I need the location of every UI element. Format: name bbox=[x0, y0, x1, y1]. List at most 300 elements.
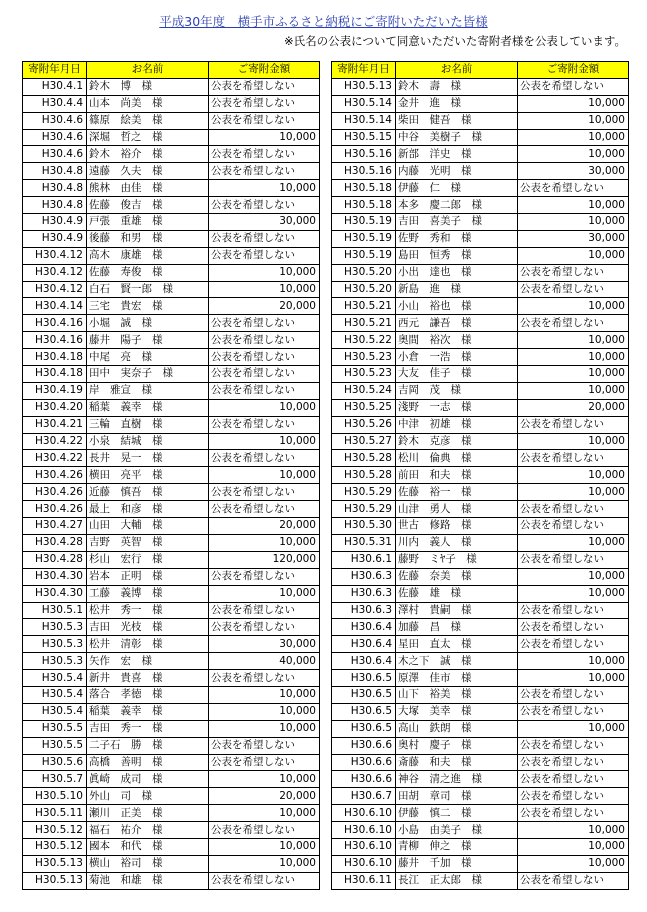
donation-date-cell: H30.5.13 bbox=[332, 78, 396, 95]
donation-date-cell: H30.5.5 bbox=[23, 737, 87, 754]
donation-date-cell: H30.4.28 bbox=[23, 534, 87, 551]
table-row bbox=[332, 180, 629, 197]
donor-name-cell: 横田 亮平 様 bbox=[87, 467, 209, 484]
table-row bbox=[332, 315, 629, 332]
donor-name-cell: 山本 尚美 様 bbox=[87, 95, 209, 112]
donation-amount-cell: 公表を希望しない bbox=[209, 484, 320, 501]
donation-date-cell: H30.4.21 bbox=[23, 416, 87, 433]
table-row bbox=[23, 703, 320, 720]
table-row bbox=[23, 315, 320, 332]
table-row bbox=[332, 163, 629, 180]
page-title: 平成30年度 横手市ふるさと納税にご寄附いただいた皆様 bbox=[159, 14, 488, 29]
table-row bbox=[332, 95, 629, 112]
donor-name-cell: 佐藤 奈美 様 bbox=[396, 568, 518, 585]
donation-date-cell: H30.5.18 bbox=[332, 180, 396, 197]
donation-date-cell: H30.5.16 bbox=[332, 146, 396, 163]
donation-amount-cell: 10,000 bbox=[518, 298, 629, 315]
table-row bbox=[332, 703, 629, 720]
table-row bbox=[332, 551, 629, 568]
donor-name-cell: 佐野 秀和 様 bbox=[396, 230, 518, 247]
table-row bbox=[23, 653, 320, 670]
donation-amount-cell: 公表を希望しない bbox=[518, 518, 629, 535]
donation-date-cell: H30.5.1 bbox=[23, 602, 87, 619]
donation-amount-cell: 公表を希望しない bbox=[209, 382, 320, 399]
table-row bbox=[332, 602, 629, 619]
donation-date-cell: H30.5.19 bbox=[332, 247, 396, 264]
donor-name-cell: 淺野 一志 様 bbox=[396, 399, 518, 416]
donation-amount-cell: 公表を希望しない bbox=[209, 670, 320, 687]
table-row bbox=[23, 399, 320, 416]
table-row bbox=[23, 568, 320, 585]
table-row bbox=[332, 720, 629, 737]
donation-date-cell: H30.6.7 bbox=[332, 788, 396, 805]
donation-amount-cell: 10,000 bbox=[518, 366, 629, 383]
donor-name-cell: 世古 修路 様 bbox=[396, 518, 518, 535]
donation-amount-cell: 公表を希望しない bbox=[209, 822, 320, 839]
donation-date-cell: H30.5.4 bbox=[23, 686, 87, 703]
donation-date-cell: H30.5.21 bbox=[332, 298, 396, 315]
table-row bbox=[23, 349, 320, 366]
table-row bbox=[332, 366, 629, 383]
table-row bbox=[23, 838, 320, 855]
donation-date-cell: H30.4.12 bbox=[23, 281, 87, 298]
donation-date-cell: H30.5.20 bbox=[332, 264, 396, 281]
donation-amount-cell: 10,000 bbox=[518, 467, 629, 484]
table-row bbox=[332, 568, 629, 585]
table-row bbox=[23, 518, 320, 535]
donor-name-cell: 新部 洋史 様 bbox=[396, 146, 518, 163]
donation-date-cell: H30.6.11 bbox=[332, 872, 396, 889]
donor-name-cell: 外山 司 様 bbox=[87, 788, 209, 805]
table-row bbox=[332, 298, 629, 315]
table-row bbox=[332, 281, 629, 298]
donor-name-cell: 伊藤 仁 様 bbox=[396, 180, 518, 197]
table-row bbox=[332, 214, 629, 231]
donor-name-cell: 小倉 一浩 様 bbox=[396, 349, 518, 366]
table-row bbox=[332, 534, 629, 551]
donor-table-left bbox=[22, 61, 320, 890]
donation-amount-cell: 公表を希望しない bbox=[518, 805, 629, 822]
table-row bbox=[23, 264, 320, 281]
donor-name-cell: 山田 大輔 様 bbox=[87, 518, 209, 535]
donor-name-cell: 佐藤 俊吉 様 bbox=[87, 197, 209, 214]
donor-name-cell: 岸 雅宣 様 bbox=[87, 382, 209, 399]
table-row bbox=[23, 636, 320, 653]
table-header-row bbox=[332, 62, 629, 79]
donor-name-cell: 瀬川 正美 様 bbox=[87, 805, 209, 822]
table-row bbox=[23, 754, 320, 771]
donation-amount-cell: 公表を希望しない bbox=[209, 366, 320, 383]
donation-date-cell: H30.4.14 bbox=[23, 298, 87, 315]
donation-amount-cell: 10,000 bbox=[518, 349, 629, 366]
donation-date-cell: H30.6.4 bbox=[332, 619, 396, 636]
table-row bbox=[332, 670, 629, 687]
donation-date-cell: H30.5.29 bbox=[332, 484, 396, 501]
donation-date-cell: H30.4.20 bbox=[23, 399, 87, 416]
donation-amount-cell: 公表を希望しない bbox=[518, 703, 629, 720]
donor-name-cell: 佐藤 裕一 様 bbox=[396, 484, 518, 501]
donor-name-cell: 鈴木 壽 様 bbox=[396, 78, 518, 95]
donor-name-cell: 遠藤 久夫 様 bbox=[87, 163, 209, 180]
table-row bbox=[332, 501, 629, 518]
table-row bbox=[332, 247, 629, 264]
donation-amount-cell: 10,000 bbox=[518, 95, 629, 112]
donation-amount-cell: 10,000 bbox=[518, 146, 629, 163]
donation-date-cell: H30.5.3 bbox=[23, 636, 87, 653]
table-row bbox=[23, 855, 320, 872]
donation-amount-cell: 10,000 bbox=[209, 703, 320, 720]
donation-date-cell: H30.5.20 bbox=[332, 281, 396, 298]
donor-name-cell: 福石 祐介 様 bbox=[87, 822, 209, 839]
donation-amount-cell: 公表を希望しない bbox=[209, 416, 320, 433]
donation-date-cell: H30.4.16 bbox=[23, 315, 87, 332]
donor-name-cell: 三輪 直樹 様 bbox=[87, 416, 209, 433]
donation-amount-cell: 公表を希望しない bbox=[209, 247, 320, 264]
donor-name-cell: 白石 賢一郎 様 bbox=[87, 281, 209, 298]
donation-amount-cell: 公表を希望しない bbox=[518, 602, 629, 619]
donation-date-cell: H30.5.10 bbox=[23, 788, 87, 805]
donation-amount-cell: 公表を希望しない bbox=[209, 78, 320, 95]
donor-name-cell: 篠原 絵美 様 bbox=[87, 112, 209, 129]
donor-name-cell: 田中 実奈子 様 bbox=[87, 366, 209, 383]
table-row bbox=[332, 872, 629, 889]
donor-name-cell: 三宅 貴宏 様 bbox=[87, 298, 209, 315]
donation-amount-cell: 公表を希望しない bbox=[518, 551, 629, 568]
donor-name-cell: 中尾 亮 様 bbox=[87, 349, 209, 366]
donor-name-cell: 吉田 秀一 様 bbox=[87, 720, 209, 737]
table-row bbox=[23, 281, 320, 298]
donation-date-cell: H30.6.10 bbox=[332, 838, 396, 855]
donation-amount-cell: 10,000 bbox=[518, 653, 629, 670]
donor-name-cell: 奥村 慶子 様 bbox=[396, 737, 518, 754]
table-row bbox=[23, 872, 320, 889]
donor-name-cell: 川内 義人 様 bbox=[396, 534, 518, 551]
donor-name-cell: 矢作 宏 様 bbox=[87, 653, 209, 670]
donation-amount-cell: 公表を希望しない bbox=[518, 78, 629, 95]
donation-date-cell: H30.4.30 bbox=[23, 568, 87, 585]
donation-amount-cell: 公表を希望しない bbox=[518, 737, 629, 754]
donation-amount-cell: 10,000 bbox=[209, 399, 320, 416]
donation-amount-cell: 10,000 bbox=[518, 568, 629, 585]
donation-amount-cell: 公表を希望しない bbox=[209, 163, 320, 180]
donation-date-cell: H30.6.10 bbox=[332, 805, 396, 822]
donor-name-cell: 青柳 伸之 様 bbox=[396, 838, 518, 855]
donation-amount-cell: 10,000 bbox=[209, 585, 320, 602]
donation-date-cell: H30.5.19 bbox=[332, 214, 396, 231]
table-row bbox=[332, 771, 629, 788]
donation-date-cell: H30.5.27 bbox=[332, 433, 396, 450]
table-row bbox=[332, 653, 629, 670]
donor-name-cell: 工藤 義博 様 bbox=[87, 585, 209, 602]
table-row bbox=[332, 518, 629, 535]
donation-amount-cell: 10,000 bbox=[518, 129, 629, 146]
table-row bbox=[332, 737, 629, 754]
donation-date-cell: H30.6.3 bbox=[332, 585, 396, 602]
donation-date-cell: H30.5.6 bbox=[23, 754, 87, 771]
donor-name-cell: 佐藤 寿俊 様 bbox=[87, 264, 209, 281]
donation-amount-cell: 10,000 bbox=[209, 855, 320, 872]
donation-date-cell: H30.5.25 bbox=[332, 399, 396, 416]
donor-name-cell: 眞崎 成司 様 bbox=[87, 771, 209, 788]
donation-date-cell: H30.5.12 bbox=[23, 822, 87, 839]
table-row bbox=[23, 78, 320, 95]
donor-name-cell: 佐藤 雄 様 bbox=[396, 585, 518, 602]
donation-date-cell: H30.4.8 bbox=[23, 197, 87, 214]
table-row bbox=[23, 484, 320, 501]
donation-amount-cell: 公表を希望しない bbox=[518, 872, 629, 889]
donation-date-cell: H30.6.1 bbox=[332, 551, 396, 568]
donor-name-cell: 澤村 貴嗣 様 bbox=[396, 602, 518, 619]
table-row bbox=[332, 112, 629, 129]
donation-amount-cell: 公表を希望しない bbox=[518, 754, 629, 771]
donation-date-cell: H30.4.8 bbox=[23, 163, 87, 180]
donation-date-cell: H30.6.4 bbox=[332, 653, 396, 670]
donation-date-cell: H30.5.21 bbox=[332, 315, 396, 332]
donor-name-cell: 横山 裕司 様 bbox=[87, 855, 209, 872]
table-row bbox=[332, 146, 629, 163]
donor-name-cell: 長江 正太郎 様 bbox=[396, 872, 518, 889]
donor-name-cell: 岩本 正明 様 bbox=[87, 568, 209, 585]
donor-name-cell: 後藤 和男 様 bbox=[87, 230, 209, 247]
table-row bbox=[23, 197, 320, 214]
table-row bbox=[332, 754, 629, 771]
donation-date-cell: H30.4.8 bbox=[23, 180, 87, 197]
donation-date-cell: H30.4.4 bbox=[23, 95, 87, 112]
donor-name-cell: 藤野 ミﾔ子 様 bbox=[396, 551, 518, 568]
donor-name-cell: 大塚 美幸 様 bbox=[396, 703, 518, 720]
donor-name-cell: 最上 和彦 様 bbox=[87, 501, 209, 518]
donor-name-cell: 松井 清彰 様 bbox=[87, 636, 209, 653]
donation-amount-cell: 公表を希望しない bbox=[518, 264, 629, 281]
donor-name-cell: 稲葉 義幸 様 bbox=[87, 399, 209, 416]
table-row bbox=[332, 822, 629, 839]
donor-name-cell: 稲葉 義幸 様 bbox=[87, 703, 209, 720]
donor-name-cell: 小山 裕也 様 bbox=[396, 298, 518, 315]
table-row bbox=[23, 585, 320, 602]
donor-name-cell: 加藤 昌 様 bbox=[396, 619, 518, 636]
donation-date-cell: H30.4.18 bbox=[23, 366, 87, 383]
donor-name-cell: 田胡 章司 様 bbox=[396, 788, 518, 805]
column-header-date: 寄附年月日 bbox=[332, 62, 396, 79]
donation-amount-cell: 10,000 bbox=[209, 264, 320, 281]
table-row bbox=[332, 349, 629, 366]
donor-name-cell: 中津 初雄 様 bbox=[396, 416, 518, 433]
donor-name-cell: 松井 秀一 様 bbox=[87, 602, 209, 619]
donation-amount-cell: 40,000 bbox=[209, 653, 320, 670]
donor-table-right bbox=[331, 61, 629, 890]
donor-name-cell: 吉田 喜美子 様 bbox=[396, 214, 518, 231]
table-header-row bbox=[23, 62, 320, 79]
donation-amount-cell: 公表を希望しない bbox=[209, 872, 320, 889]
donation-amount-cell: 公表を希望しない bbox=[518, 788, 629, 805]
donor-name-cell: 原澤 佳市 様 bbox=[396, 670, 518, 687]
table-row bbox=[23, 163, 320, 180]
table-row bbox=[332, 433, 629, 450]
donation-date-cell: H30.5.4 bbox=[23, 703, 87, 720]
donation-date-cell: H30.4.26 bbox=[23, 467, 87, 484]
donor-name-cell: 藤井 陽子 様 bbox=[87, 332, 209, 349]
table-row bbox=[23, 95, 320, 112]
donation-amount-cell: 10,000 bbox=[518, 838, 629, 855]
table-row bbox=[332, 332, 629, 349]
table-row bbox=[23, 332, 320, 349]
table-row bbox=[23, 382, 320, 399]
donation-date-cell: H30.4.6 bbox=[23, 129, 87, 146]
donation-amount-cell: 10,000 bbox=[209, 129, 320, 146]
table-row bbox=[332, 129, 629, 146]
donation-amount-cell: 30,000 bbox=[518, 163, 629, 180]
donor-name-cell: 本多 慶二郎 様 bbox=[396, 197, 518, 214]
donation-amount-cell: 公表を希望しない bbox=[209, 501, 320, 518]
donation-amount-cell: 20,000 bbox=[209, 298, 320, 315]
donation-date-cell: H30.6.3 bbox=[332, 568, 396, 585]
donation-amount-cell: 公表を希望しない bbox=[518, 416, 629, 433]
table-row bbox=[23, 467, 320, 484]
donor-name-cell: 菊池 和雄 様 bbox=[87, 872, 209, 889]
table-row bbox=[23, 619, 320, 636]
donation-date-cell: H30.6.6 bbox=[332, 754, 396, 771]
donation-amount-cell: 公表を希望しない bbox=[518, 180, 629, 197]
table-row bbox=[332, 855, 629, 872]
donation-amount-cell: 10,000 bbox=[209, 686, 320, 703]
donor-name-cell: 西元 謙吾 様 bbox=[396, 315, 518, 332]
donation-amount-cell: 公表を希望しない bbox=[209, 95, 320, 112]
donation-date-cell: H30.5.28 bbox=[332, 450, 396, 467]
donation-amount-cell: 公表を希望しない bbox=[518, 771, 629, 788]
donor-name-cell: 斎藤 和夫 様 bbox=[396, 754, 518, 771]
donation-amount-cell: 公表を希望しない bbox=[518, 501, 629, 518]
table-row bbox=[332, 484, 629, 501]
donation-amount-cell: 公表を希望しない bbox=[209, 332, 320, 349]
donor-name-cell: 大友 佳子 様 bbox=[396, 366, 518, 383]
donation-amount-cell: 10,000 bbox=[518, 197, 629, 214]
donation-date-cell: H30.5.24 bbox=[332, 382, 396, 399]
donor-name-cell: 二子石 勝 様 bbox=[87, 737, 209, 754]
table-row bbox=[332, 264, 629, 281]
donation-amount-cell: 10,000 bbox=[518, 112, 629, 129]
donation-amount-cell: 30,000 bbox=[209, 636, 320, 653]
donor-name-cell: 新島 進 様 bbox=[396, 281, 518, 298]
donation-date-cell: H30.4.22 bbox=[23, 450, 87, 467]
donation-date-cell: H30.5.14 bbox=[332, 95, 396, 112]
donation-amount-cell: 公表を希望しない bbox=[518, 686, 629, 703]
table-row bbox=[23, 534, 320, 551]
donation-amount-cell: 公表を希望しない bbox=[209, 230, 320, 247]
donor-name-cell: 高山 鉄朗 様 bbox=[396, 720, 518, 737]
table-row bbox=[23, 416, 320, 433]
table-row bbox=[23, 180, 320, 197]
donation-date-cell: H30.4.27 bbox=[23, 518, 87, 535]
donation-date-cell: H30.5.19 bbox=[332, 230, 396, 247]
donation-amount-cell: 10,000 bbox=[518, 720, 629, 737]
donation-amount-cell: 10,000 bbox=[518, 332, 629, 349]
donation-date-cell: H30.6.6 bbox=[332, 771, 396, 788]
table-row bbox=[332, 788, 629, 805]
table-row bbox=[332, 686, 629, 703]
donor-name-cell: 吉田 光枝 様 bbox=[87, 619, 209, 636]
donor-name-cell: 熊林 由佳 様 bbox=[87, 180, 209, 197]
donation-date-cell: H30.5.12 bbox=[23, 838, 87, 855]
donor-name-cell: 前田 和夫 様 bbox=[396, 467, 518, 484]
donation-date-cell: H30.6.5 bbox=[332, 670, 396, 687]
table-row bbox=[23, 298, 320, 315]
donation-amount-cell: 公表を希望しない bbox=[209, 349, 320, 366]
table-row bbox=[23, 129, 320, 146]
donor-name-cell: 奥間 裕次 様 bbox=[396, 332, 518, 349]
donation-amount-cell: 公表を希望しない bbox=[209, 197, 320, 214]
donor-name-cell: 戸張 重雄 様 bbox=[87, 214, 209, 231]
donor-name-cell: 高木 康雄 様 bbox=[87, 247, 209, 264]
donation-amount-cell: 10,000 bbox=[518, 822, 629, 839]
donation-amount-cell: 公表を希望しない bbox=[209, 568, 320, 585]
donation-amount-cell: 10,000 bbox=[209, 467, 320, 484]
donor-name-cell: 鈴木 克彦 様 bbox=[396, 433, 518, 450]
donor-name-cell: 近藤 慎吾 様 bbox=[87, 484, 209, 501]
donation-amount-cell: 10,000 bbox=[209, 534, 320, 551]
donation-date-cell: H30.4.16 bbox=[23, 332, 87, 349]
donor-name-cell: 中谷 美樹子 様 bbox=[396, 129, 518, 146]
table-row bbox=[23, 112, 320, 129]
donation-amount-cell: 公表を希望しない bbox=[518, 450, 629, 467]
donation-amount-cell: 公表を希望しない bbox=[209, 112, 320, 129]
donor-name-cell: 神谷 清之進 様 bbox=[396, 771, 518, 788]
donor-name-cell: 星田 直太 様 bbox=[396, 636, 518, 653]
donation-amount-cell: 10,000 bbox=[518, 433, 629, 450]
table-row bbox=[332, 467, 629, 484]
table-row bbox=[23, 686, 320, 703]
disclosure-note: ※氏名の公表について同意いただいた寄附者様を公表しています。 bbox=[284, 34, 626, 48]
donor-name-cell: 鈴木 裕介 様 bbox=[87, 146, 209, 163]
donor-name-cell: 柴田 健吾 様 bbox=[396, 112, 518, 129]
donation-amount-cell: 20,000 bbox=[209, 518, 320, 535]
table-row bbox=[332, 382, 629, 399]
table-row bbox=[332, 585, 629, 602]
donation-date-cell: H30.4.19 bbox=[23, 382, 87, 399]
table-row bbox=[332, 805, 629, 822]
donor-name-cell: 小堀 誠 様 bbox=[87, 315, 209, 332]
donation-amount-cell: 公表を希望しない bbox=[518, 315, 629, 332]
donation-date-cell: H30.5.7 bbox=[23, 771, 87, 788]
donation-amount-cell: 10,000 bbox=[518, 247, 629, 264]
donor-name-cell: 藤井 千加 様 bbox=[396, 855, 518, 872]
donor-name-cell: 落合 孝徳 様 bbox=[87, 686, 209, 703]
donation-date-cell: H30.5.22 bbox=[332, 332, 396, 349]
donation-date-cell: H30.6.3 bbox=[332, 602, 396, 619]
donation-amount-cell: 10,000 bbox=[518, 670, 629, 687]
donation-date-cell: H30.5.18 bbox=[332, 197, 396, 214]
table-row bbox=[332, 450, 629, 467]
table-row bbox=[23, 214, 320, 231]
donation-amount-cell: 公表を希望しない bbox=[518, 636, 629, 653]
donation-date-cell: H30.5.31 bbox=[332, 534, 396, 551]
donation-amount-cell: 20,000 bbox=[209, 788, 320, 805]
table-row bbox=[23, 737, 320, 754]
donor-name-cell: 山下 裕美 様 bbox=[396, 686, 518, 703]
table-row bbox=[23, 146, 320, 163]
table-row bbox=[332, 230, 629, 247]
donation-amount-cell: 公表を希望しない bbox=[209, 754, 320, 771]
donation-amount-cell: 10,000 bbox=[518, 214, 629, 231]
table-row bbox=[23, 551, 320, 568]
donation-date-cell: H30.5.3 bbox=[23, 619, 87, 636]
donor-name-cell: 小出 達也 様 bbox=[396, 264, 518, 281]
donation-date-cell: H30.4.9 bbox=[23, 230, 87, 247]
table-row bbox=[23, 230, 320, 247]
donor-name-cell: 小泉 結城 様 bbox=[87, 433, 209, 450]
donor-name-cell: 内藤 光明 様 bbox=[396, 163, 518, 180]
donation-amount-cell: 30,000 bbox=[518, 230, 629, 247]
donation-date-cell: H30.6.10 bbox=[332, 822, 396, 839]
